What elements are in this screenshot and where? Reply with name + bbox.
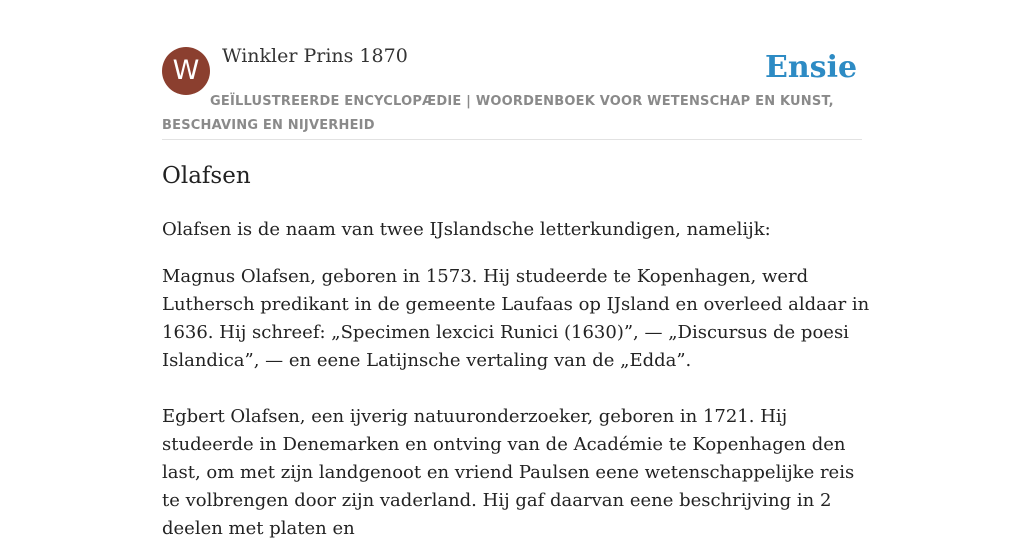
source-avatar[interactable]: W — [162, 47, 210, 95]
source-subtitle: GEÏLLUSTREERDE ENCYCLOPÆDIE | WOORDENBOEK VOOR WETENSCHAP EN KUNST, BESCHAVING EN NIJVERHEID — [162, 94, 834, 133]
entry-title: Olafsen — [162, 163, 251, 189]
brand-logo[interactable]: Ensie — [765, 50, 858, 85]
entry-paragraph-egbert: Egbert Olafsen, een ijverig natuuronderzoeker, geboren in 1721. Hij studeerde in Denemarken en ontving van de Académie te Kopenhagen den last, om met zijn landgenoot en vriend Paulsen eene wetenschappelijke reis te volbrengen door zijn vaderland. Hij gaf daarvan eene beschrijving in 2 deelen met platen en — [162, 406, 855, 539]
header-divider — [162, 139, 862, 140]
source-title[interactable]: Winkler Prins 1870 — [222, 45, 408, 67]
entry-paragraph-intro: Olafsen is de naam van twee IJslandsche letterkundigen, namelijk: — [162, 219, 771, 240]
entry-paragraph-magnus: Magnus Olafsen, geboren in 1573. Hij studeerde te Kopenhagen, werd Luthersch predikant in de gemeente Laufaas op IJsland en overleed aldaar in 1636. Hij schreef: „Specimen lexcici Runici (1630)”, — „Discursus de poesi Islandica”, — en eene Latijnsche vertaling van de „Edda”. — [162, 266, 870, 371]
